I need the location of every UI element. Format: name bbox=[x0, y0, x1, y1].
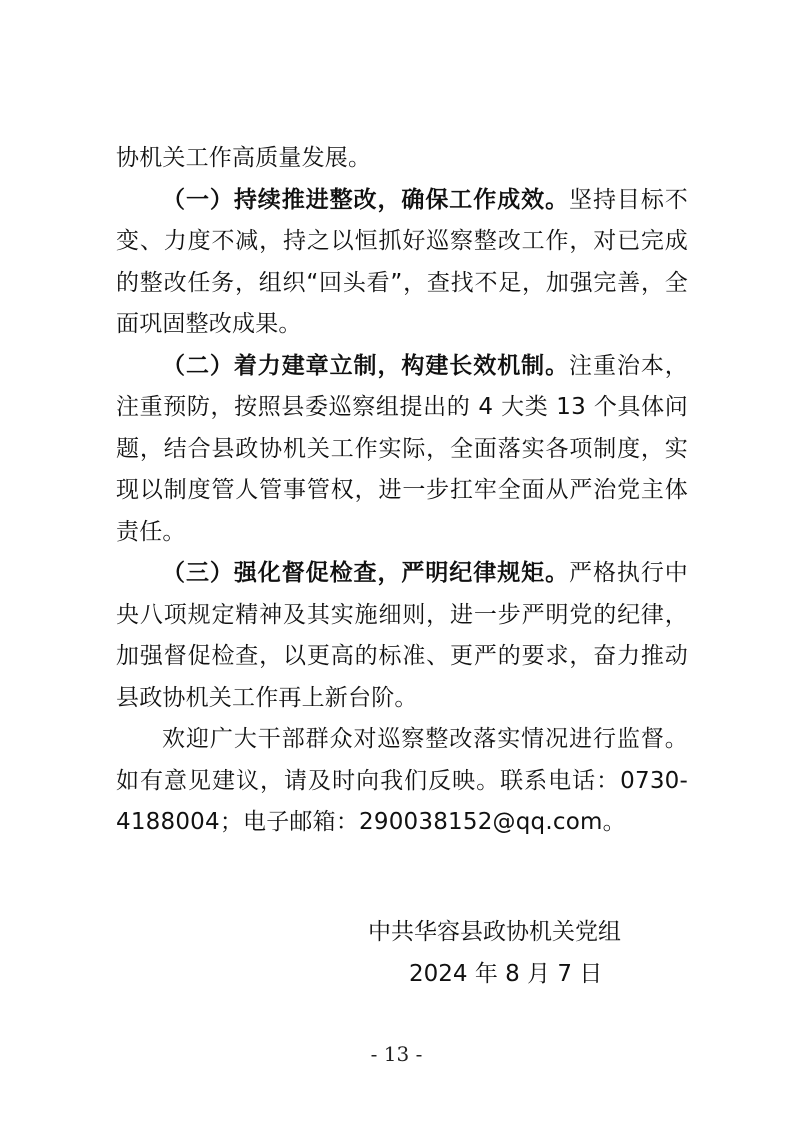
paragraph-text: 协机关工作高质量发展。 bbox=[116, 145, 372, 171]
paragraph-section-three bbox=[116, 553, 688, 719]
section-two-text: 注重治本，注重预防，按照县委巡察组提出的 4 大类 13 个具体问题，结合县政协机关工作实际，全面落实各项制度，实现以制度管人管事管权，进一步扛牢全面从严治党主体责任。 bbox=[116, 352, 689, 545]
paragraph-section-one bbox=[116, 180, 688, 346]
paragraph-section-two bbox=[116, 346, 688, 554]
document-body bbox=[116, 138, 688, 844]
section-one-heading: （一）持续推进整改，确保工作成效。 bbox=[162, 186, 570, 213]
contact-text: 欢迎广大干部群众对巡察整改落实情况进行监督。如有意见建议，请及时向我们反映。联系电话：0730-4188004；电子邮箱：290038152@qq.com。 bbox=[116, 726, 688, 835]
paragraph-continuation bbox=[116, 138, 688, 180]
paragraph-contact bbox=[116, 719, 688, 844]
section-three-heading: （三）强化督促检查，严明纪律规矩。 bbox=[162, 560, 570, 586]
section-two-heading: （二）着力建章立制，构建长效机制。 bbox=[162, 352, 570, 379]
signature-date: 2024 年 8 月 7 日 bbox=[409, 961, 603, 987]
section-one-text: 坚持目标不变、力度不减，持之以恒抓好巡察整改工作，对已完成的整改任务，组织“回头看”，查找不足，加强完善，全面巩固整改成果。 bbox=[116, 186, 689, 337]
signature-organization: 中共华容县政协机关党组 bbox=[368, 919, 621, 945]
page-number: - 13 - bbox=[370, 1042, 423, 1066]
section-three-text: 严格执行中央八项规定精神及其实施细则，进一步严明党的纪律，加强督促检查，以更高的标准、更严的要求，奋力推动县政协机关工作再上新台阶。 bbox=[116, 560, 689, 711]
